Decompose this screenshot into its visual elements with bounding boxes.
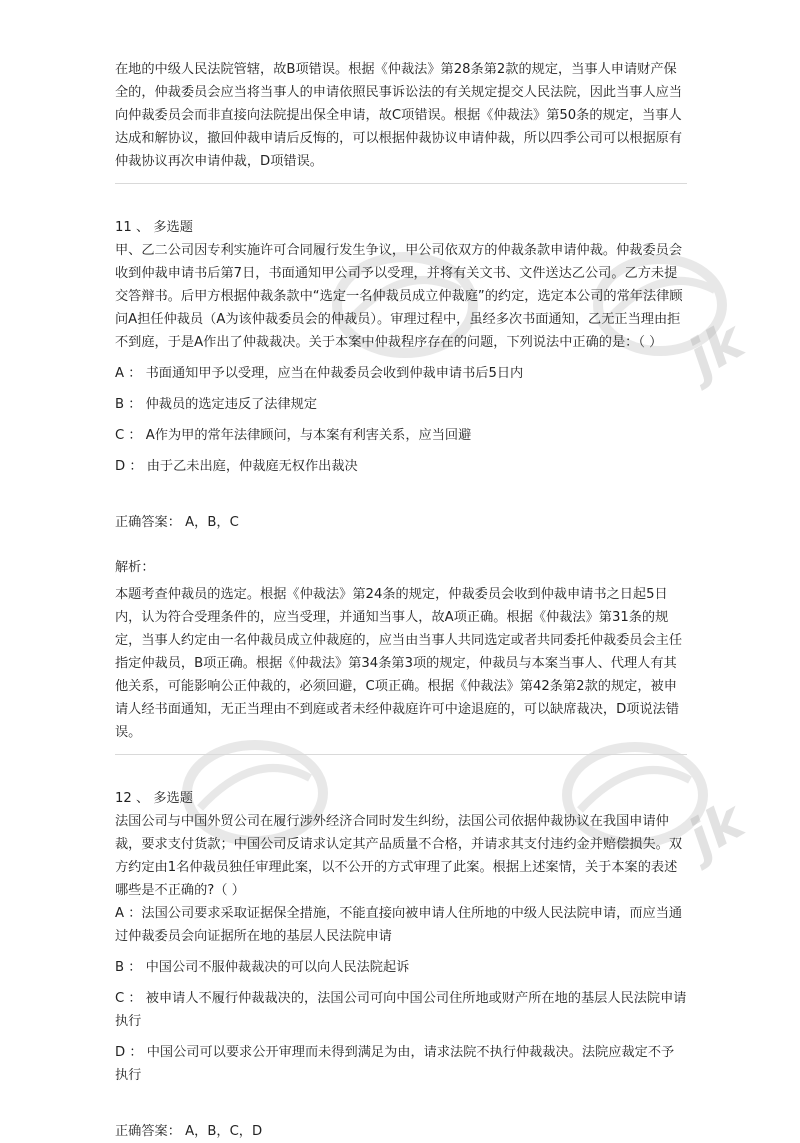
option-b: B ： 仲裁员的选定违反了法律规定	[115, 397, 318, 412]
question-header: 12 、 多选题	[115, 791, 193, 806]
analysis-text: 本题考查仲裁员的选定。根据《仲裁法》第24条的规定，仲裁委员会收到仲裁申请书之日起5日内，认为符合受理条件的，应当受理，并通知当事人，故A项正确。根据《仲裁法》第31条的规定，当事人约定由一名仲裁员成立仲裁庭的，应当由当事人共同选定或者共同委托仲裁委员会主任指定仲裁员，B项正确。根据《仲裁法》第34条第3项的规定，仲裁员与本案当事人、代理人有其他关系，可能影响公正仲裁的，必须回避，C项正确。根据《仲裁法》第42条第2款的规定，被申请人经书面通知，无正当理由不到庭或者未经仲裁庭许可中途退庭的，可以缺席裁决，D项说法错误。	[115, 587, 683, 740]
question-stem: 法国公司与中国外贸公司在履行涉外经济合同时发生纠纷，法国公司依据仲裁协议在我国申请仲裁，要求支付货款；中国公司反请求认定其产品质量不合格，并请求其支付违约金并赔偿损失。双方约定由1名仲裁员独任审理此案，以不公开的方式审理了此案。根据上述案情，关于本案的表述哪些是不正确的?（ ）	[115, 814, 683, 898]
intro-paragraph: 在地的中级人民法院管辖，故B项错误。根据《仲裁法》第28条第2款的规定，当事人申请财产保全的，仲裁委员会应当将当事人的申请依照民事诉讼法的有关规定提交人民法院，因此当事人应当向仲裁委员会而非直接向法院提出保全申请，故C项错误。根据《仲裁法》第50条的规定，当事人达成和解协议，撤回仲裁申请后反悔的，可以根据仲裁协议申请仲裁，所以四季公司可以根据原有仲裁协议再次申请仲裁，D项错误。	[115, 62, 683, 169]
watermark-text: jk	[678, 790, 754, 870]
option-d: D ： 由于乙未出庭，仲裁庭无权作出裁决	[115, 459, 358, 474]
question-header: 11 、 多选题	[115, 220, 193, 235]
analysis-label: 解析：	[115, 560, 155, 575]
option-b: B ： 中国公司不服仲裁裁决的可以向人民法院起诉	[115, 960, 410, 975]
question-stem: 甲、乙二公司因专利实施许可合同履行发生争议，甲公司依双方的仲裁条款申请仲裁。仲裁委员会收到仲裁申请书后第7日，书面通知甲公司予以受理，并将有关文书、文件送达乙公司。乙方未提交答辩书。后甲方根据仲裁条款中“选定一名仲裁员成立仲裁庭”的约定，选定本公司的常年法律顾问A担任仲裁员（A为该仲裁委员会的仲裁员）。审理过程中，虽经多次书面通知，乙无正当理由拒不到庭，于是A作出了仲裁裁决。关于本案中仲裁程序存在的问题，下列说法中正确的是：（ ）	[115, 243, 683, 350]
correct-answer: 正确答案： A，B，C，D	[115, 1124, 263, 1139]
option-a: A ：法国公司要求采取证据保全措施，不能直接向被申请人住所地的中级人民法院申请，而应当通过仲裁委员会向证据所在地的基层人民法院申请	[115, 906, 683, 944]
question-12	[115, 787, 687, 1143]
document-content	[115, 58, 687, 1143]
question-11	[115, 216, 687, 744]
option-a: A ： 书面通知甲予以受理，应当在仲裁委员会收到仲裁申请书后5日内	[115, 366, 524, 381]
option-c: C ： 被申请人不履行仲裁裁决的，法国公司可向中国公司住所地或财产所在地的基层人民法院申请执行	[115, 991, 687, 1029]
watermark-text: jk	[678, 310, 754, 390]
option-d: D ： 中国公司可以要求公开审理而未得到满足为由，请求法院不执行仲裁裁决。法院应裁定不予执行	[115, 1045, 675, 1083]
correct-answer: 正确答案： A，B，C	[115, 515, 239, 530]
option-c: C ： A作为甲的常年法律顾问，与本案有利害关系，应当回避	[115, 428, 472, 443]
